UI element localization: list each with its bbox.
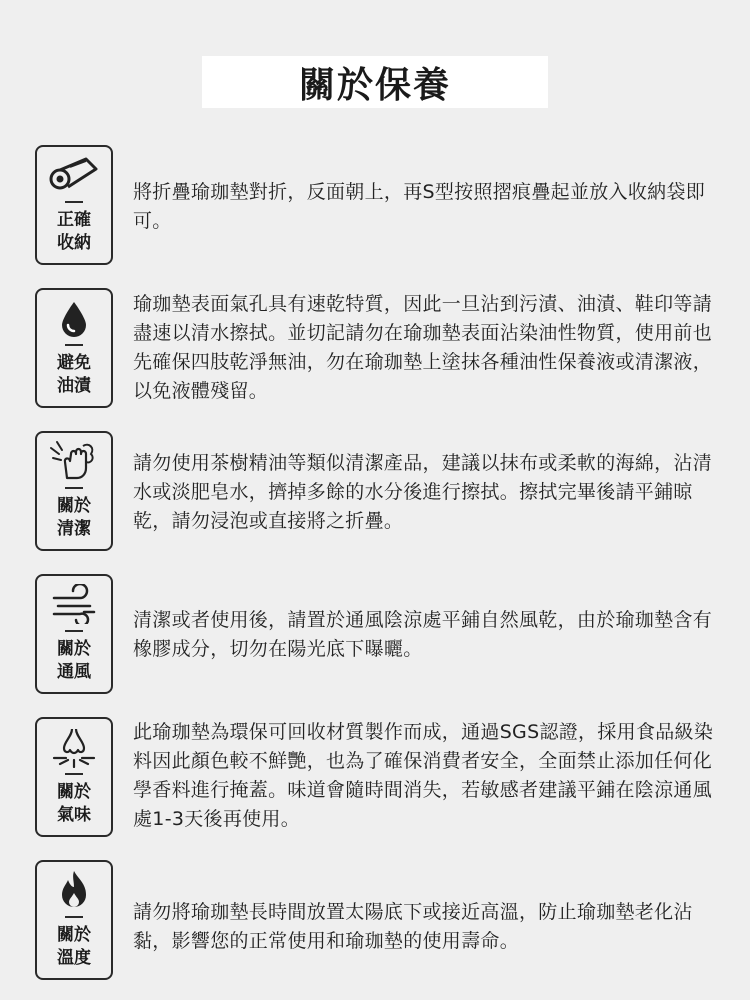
badge-divider xyxy=(65,201,83,203)
badge-divider xyxy=(65,630,83,632)
section-badge xyxy=(35,860,113,980)
wind-icon xyxy=(37,582,111,626)
section-description: 請勿使用茶樹精油等類似清潔產品，建議以抹布或柔軟的海綿，沾清水或淡肥皂水，擠掉多餘的水分後進行擦拭。擦拭完畢後請平鋪晾乾，請勿浸泡或直接將之折疊。 xyxy=(133,452,713,532)
section-label: 正確 收納 xyxy=(57,210,91,253)
flame-icon xyxy=(37,868,111,912)
section-label: 關於 溫度 xyxy=(57,925,91,968)
page-title: 關於保養 xyxy=(298,64,451,106)
section-badge xyxy=(35,431,113,551)
section-label: 關於 通風 xyxy=(57,639,91,682)
section-label: 關於 清潔 xyxy=(57,496,91,539)
section-badge xyxy=(35,145,113,265)
oil-drop-icon xyxy=(37,296,111,340)
badge-divider xyxy=(65,344,83,346)
section-description: 請勿將瑜珈墊長時間放置太陽底下或接近高溫，防止瑜珈墊老化沾黏，影響您的正常使用和瑜珈墊的使用壽命。 xyxy=(133,901,693,952)
nose-smell-icon xyxy=(37,725,111,769)
rolled-mat-icon xyxy=(37,153,111,197)
section-badge xyxy=(35,288,113,408)
section-label: 關於 氣味 xyxy=(57,782,91,825)
badge-divider xyxy=(65,487,83,489)
section-description: 將折疊瑜珈墊對折，反面朝上，再S型按照摺痕疊起並放入收納袋即可。 xyxy=(133,181,706,232)
section-description: 清潔或者使用後，請置於通風陰涼處平鋪自然風乾，由於瑜珈墊含有橡膠成分，切勿在陽光底下曝曬。 xyxy=(133,609,713,660)
wiping-hand-icon xyxy=(37,439,111,483)
section-label: 避免 油漬 xyxy=(57,353,91,396)
section-description: 此瑜珈墊為環保可回收材質製作而成，通過SGS認證，採用食品級染料因此顏色較不鮮艷，也為了確保消費者安全，全面禁止添加任何化學香料進行掩蓋。味道會隨時間消失，若敏感者建議平鋪在陰涼通風處1-3天後再使用。 xyxy=(133,721,714,830)
title-banner xyxy=(202,56,548,108)
section-badge xyxy=(35,717,113,837)
badge-divider xyxy=(65,773,83,775)
section-description: 瑜珈墊表面氣孔具有速乾特質，因此一旦沾到污漬、油漬、鞋印等請盡速以清水擦拭。並切記請勿在瑜珈墊表面沾染油性物質，使用前也先確保四肢乾淨無油，勿在瑜珈墊上塗抹各種油性保養液或清潔液，以免液體殘留。 xyxy=(133,293,713,402)
section-badge xyxy=(35,574,113,694)
badge-divider xyxy=(65,916,83,918)
